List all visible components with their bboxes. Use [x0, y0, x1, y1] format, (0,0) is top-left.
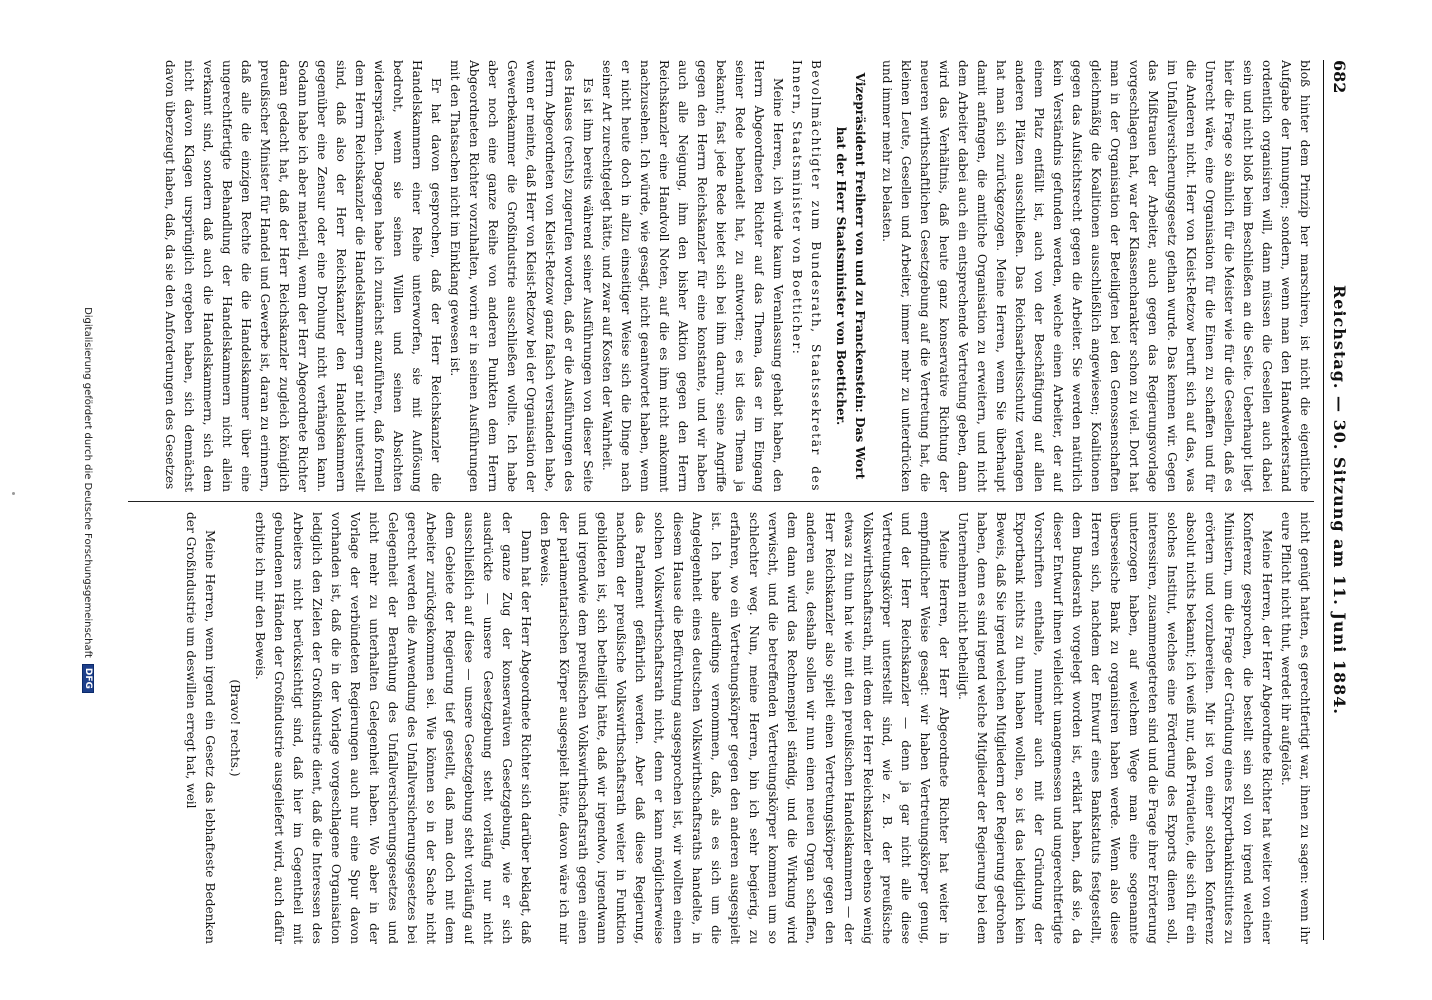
- scanned-page: [66, 20, 1366, 980]
- speaker-line: Vizepräsident Freiherr von und zu Franckenstein: Das Wort hat der Herr Staatsminister von Boetticher.: [834, 72, 867, 480]
- right-column: [128, 512, 1314, 944]
- page-number: 682: [1330, 60, 1349, 94]
- paragraph: bloß hinter dem Prinzip her marschiren, ist nicht die eigentliche Aufgabe der Innungen; sondern, wenn man den Handwerkerstand ordentlich organisiren will, dann müssen die Gesellen auch dabei sein und nicht bloß beim Beschließen an die Seite. Ueberhaupt liegt hier die Frage so ähnlich für die Meister wie für die Gesellen, daß es Unrecht wäre, eine Organisation für die Einen zu schaffen und für die Anderen nicht. Herr von Kleist-Retzow beruft sich auf das, was im Unfallversicherungsgesetz gethan wurde. Das kennen wir. Gegen das Mißtrauen der Arbeiter, auch gegen das Regierungsvorlage vorgeschlagen hat, war der Klassencharakter schon zu viel. Dort hat man in der Organisation der Beteiligten bei den Genossenschaften gleichmäßig die Koalitionen ausschließlich angewiesen; Koalitionen gegen das Aufsichtsrecht gegen die Arbeiter. Sie werden natürlich kein Verständnis gefunden werden, welche einen Arbeiter, der auf einem Platz entfällt ist, auch von der Beschäftigung auf allen anderen Plätzen ausschließen. Das Reichsarbeitsschutz verlangen hat man sich zurückgezogen. Meine Herren, wenn Sie überhaupt damit anfangen, die amtliche Organisation zu erweitern, und nicht dem Arbeiter dabei auch ein entsprechende Vertretung geben, dann wird das Verhältnis, daß heute ganz konservative Richtung der neueren wirthschaftlichen Gesetzgebung auf die Vertretung hat, die kleinen Leute, Gesellen und Arbeiter, immer mehr zu unterdrücken und immer mehr zu belasten.: [880, 60, 1312, 492]
- paragraph: Dann hat der Herr Abgeordnete Richter sich darüber beklagt, daß der ganze Zug der konservativen Gesetzgebung, wie er sich ausdrückte — unsere Gesetzgebung steht vorläufig nur nicht ausschließlich auf diese — unsere Gesetzgebung steht vorläufig auf dem Gebiete der Regierung tief gestellt, daß man doch mit dem Arbeiter zurückgekommen sei. Wie können so in der Sache nicht gerecht werden die Anwendung des Unfallversicherungsgesetzes bei Gelegenheit der Berathung des Unfallversicherungsgesetzes und nicht mehr zu unterhalten Gelegenheit haben. Wo aber in der Vorlage der verbündeten Regierungen auch nur eine Spur davon vorhanden ist, daß die in der Vorlage vorgeschlagene Organisation lediglich den Zielen der Großindustrie dient, daß die Interessen des Arbeiters nicht berücksichtigt sind, daß hier im Gegentheil mit gebundenen Händen der Großindustrie ausgeliefert wird, auch dafür erbitte ich mir den Beweis.: [253, 512, 533, 944]
- page-header: [1323, 60, 1354, 940]
- paragraph: Meine Herren, wenn irgend ein Gesetz das lebhafteste Bedenken der Großindustrie um deswillen erregt hat, weil: [184, 512, 217, 944]
- left-column: [128, 60, 1314, 492]
- paragraph: Es ist ihm bereits während seiner Ausführungen von dieser Seite des Hauses (rechts) zugerufen worden, daß er die Ausführungen des Herrn Abgeordneten von Kleist-Retzow ganz falsch verstanden habe, wenn er meinte, daß Herr von Kleist-Retzow bei der Organisation der Gewerbekammer die Großindustrie ausschließen wollte. Ich habe aber noch eine ganze Reihe von anderen Punkten dem Herrn Abgeordneten Richter vorzuhalten, worin er in seinen Ausführungen mit den Thatsachen nicht im Einklang gewesen ist.: [448, 60, 595, 492]
- paragraph: nicht genügt hatten, es gerechtfertigt war, ihnen zu sagen: wenn ihr eure Pflicht nicht thut, werdet ihr aufgelöst.: [1279, 512, 1312, 944]
- page-title: Reichstag. — 30. Sitzung am 11. Juni 1884.: [1330, 285, 1349, 715]
- paragraph: Meine Herren, der Herr Abgeordnete Richter hat weiter in empfindlicher Weise gesagt: wir haben Vertretungskörper genug, und der Herr Reichskanzler — denn ja gar nicht alle diese Vertretungskörper unterstellt sind, wie z. B. der preußische Volkswirthschaftsrath, mit dem der Herr Reichskanzler ebenso wenig etwas zu thun hat wie mit den preußischen Handelskammern — der Herr Reichskanzler also spielt einen Vertretungskörper gegen den anderen aus, deshalb sollen wir nun einen neuen Organ schaffen, dem dann wird das Rechnenspiel ständig, und die Wirkung wird verwischt, und die betreffenden Vertretungskörper kommen um so schlechter weg. Nun, meine Herren, bin ich sehr begierig, zu erfahren, wo ein Vertretungskörper gegen den anderen ausgespielt ist. Ich habe allerdings vernommen, daß, als es sich um die Angelegenheit eines deutschen Volkswirthschaftsraths handelte, in diesem Hause die Befürchtung ausgesprochen ist, wir wollten einen solchen Volkswirthschaftsrath nicht, denn er kann möglicherweise das Parlament gefährlich werden. Aber daß diese Regierung, nachdem der preußische Volkswirthschaftsrath weiter in Funktion gebildeten ist, sich betheiligt hätte, daß wir irgendwo, irgendwann und irgendwie dem preußischen Volkswirthschaftsrath gegen einen der parlamentarischen Körper ausgespielt hätte, davon wäre ich mir den Beweis.: [538, 512, 951, 944]
- paragraph: Meine Herren, der Herr Abgeordnete Richter hat weiter von einer Konferenz gesprochen, die bestellt sein soll von irgend welchen Ministern, um die Frage der Gründung eines Exportbankinstitutes zu erörtern und vorzubereiten. Mir ist von einer solchen Konferenz absolut nichts bekannt; ich weiß nur, daß Privatleute, die sich für ein solches Institut, welches eine Förderung des Exports dienen soll, interessiren, zusammengetreten sind und die Frage ihrer Erörterung unterzogen haben, auf welchem Wege man eine sogenannte überseeische Bank zu organisiren haben werde. Wenn also diese Herren sich, nachdem der Entwurf eines Bankstatuts festgestellt, dem Bundesrath vorgelegt worden ist, erklärt haben, daß sie, da dieser Entwurf ihnen vielleicht unangemessen und ungerechtfertigte Vorschriften enthalte, nunmehr auch mit der Gründung der Exportbank nichts zu thun haben wollen, so ist das lediglich kein Beweis, daß Sie irgend welchen Mitgliedern der Regierung gedrohen haben, denn es sind irgend welche Mitglieder der Regierung bei dem Unternehmen nicht betheiligt.: [956, 512, 1274, 944]
- interjection: (Bravo! rechts.): [228, 679, 242, 777]
- column-divider: [128, 501, 1314, 502]
- paragraph: Er hat davon gesprochen, daß der Herr Reichskanzler die Handelskammern einer Reihe unterworfen, sie mit Auflösung bedroht, wenn sie seinen Willen und seinen Absichten widersprächen. Dagegen habe ich zunächst anzuführen, daß formell dem Herrn Reichskanzler die Handelskammern gar nicht unterstellt sind, daß also der Herr Reichskanzler den Handelskammern gegenüber eine Zensur oder eine Drohung nicht verhängen kann. Sodann habe ich aber materiell, wenn der Herr Abgeordnete Richter daran gedacht hat, daß der Herr Reichskanzler zugleich königlich preußischer Minister für Handel und Gewerbe ist, daran zu erinnern, daß alle die einzigen Rechte die die Handelskammer über eine ungerechtfertigte Behandlung der Handelskammern nicht allein verkannt sind, sondern daß auch die Handelskammern, sich dem nicht davon Klagen ursprünglich ergeben haben, sich demnächst davon überzeugt haben, daß, da sie den Anforderungen des Gesetzes: [163, 60, 443, 492]
- credit-text: Digitalisierung gefördert durch die Deutsche Forschungsgemeinschaft: [82, 307, 93, 658]
- speaker-name: Bevollmächtigter zum Bundesrath, Staatssekretär des Innern, Staatsminister von Boetticher:: [790, 60, 823, 492]
- paragraph: Meine Herren, ich würde kaum Veranlassung gehabt haben, den Herrn Abgeordneten Richter auf das Thema, das er im Eingang seiner Rede behandelt hat, zu antworten; es ist dies Thema ja bekannt; fast jede Rede bietet sich bei ihm darum; seine Angriffe gegen den Herrn Reichskanzler für eine konstante, und wir haben auch alle Neigung, ihm den bisher Aktion gegen den Herrn Reichskanzler eine Handvoll Noten, auf die es ihm nicht ankommt nachzusehen. Ich würde, wie gesagt, nicht geantwortet haben, wenn er nicht heute doch in allzu einseitiger Weise sich die Dinge nach seiner Art zurechtgelegt hätte, und zwar auf Kosten der Wahrheit.: [600, 60, 785, 492]
- digitization-credit: [74, 20, 94, 980]
- dfg-logo-icon: DFG: [82, 664, 94, 693]
- scan-speck: [12, 492, 15, 495]
- speaker-heading: [787, 60, 825, 492]
